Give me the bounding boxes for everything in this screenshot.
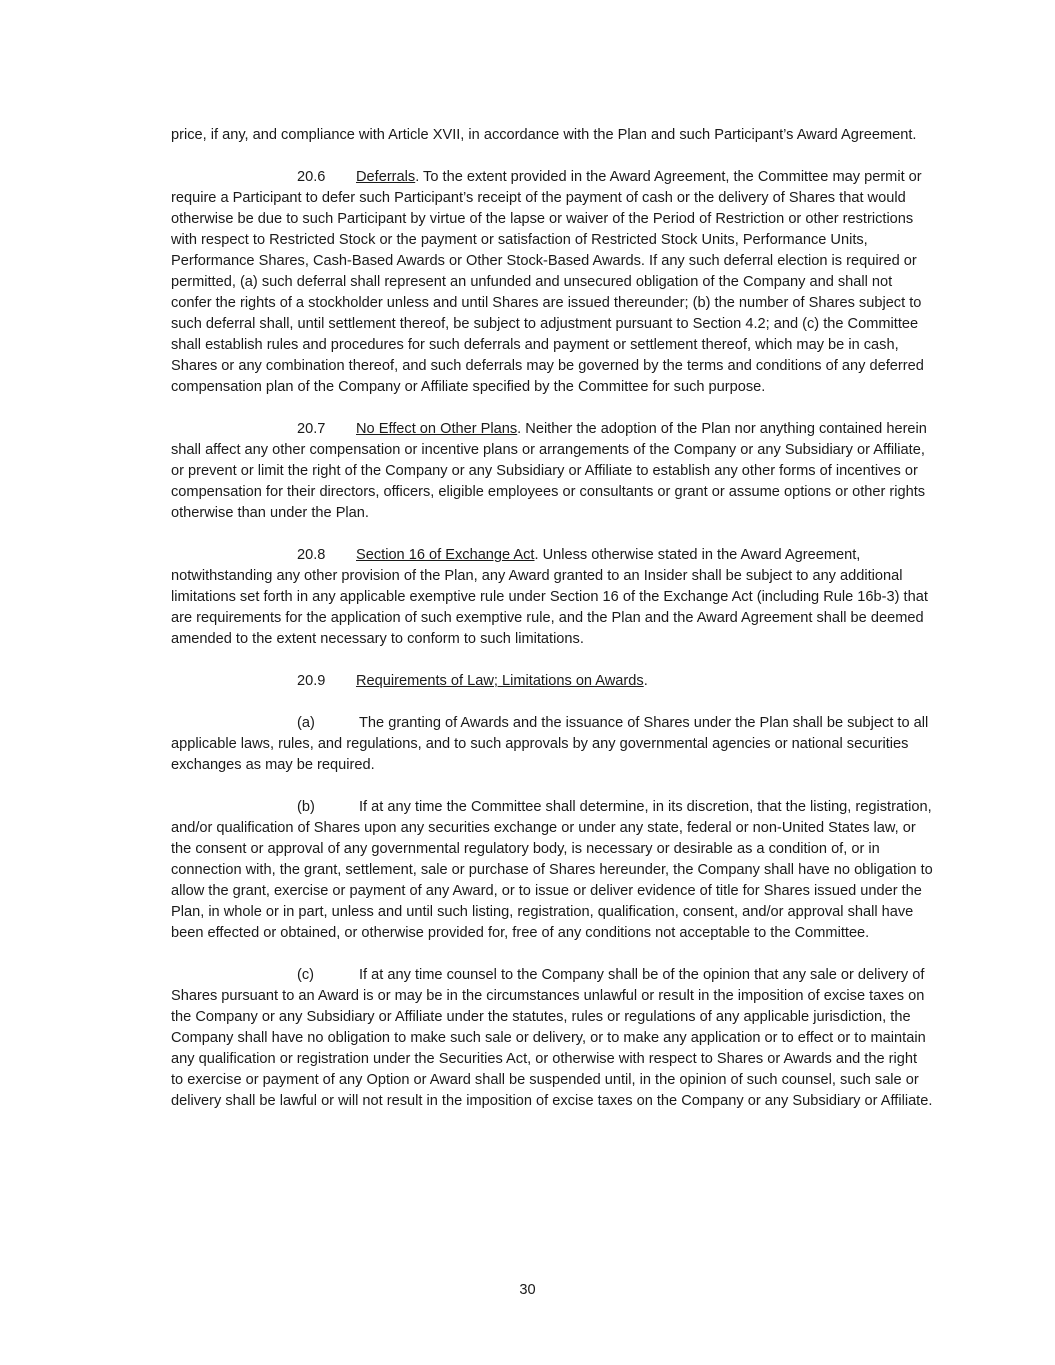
section-title: No Effect on Other Plans (356, 421, 518, 437)
subsection-label: (a) (297, 715, 315, 731)
subsection-b (171, 797, 933, 944)
section-title-period: . (415, 169, 420, 185)
section-title: Requirements of Law; Limitations on Awards (356, 673, 644, 689)
section-number: 20.8 (297, 547, 326, 563)
section-20-9 (171, 671, 933, 692)
section-title-period: . (643, 673, 648, 689)
section-number: 20.9 (297, 673, 326, 689)
page-number: 30 (519, 1282, 536, 1298)
section-20-6 (171, 167, 933, 398)
intro-paragraph: price, if any, and compliance with Article XVII, in accordance with the Plan and such Participant’s Award Agreement. (171, 127, 917, 143)
section-body: To the extent provided in the Award Agreement, the Committee may permit or require a Participant to defer such Participant’s receipt of the payment of cash or the delivery of Shares that would otherwise be due to such Participant by virtue of the lapse or waiver of the Period of Restriction or other restrictions with respect to Restricted Stock or the payment or satisfaction of Restricted Stock Units, Performance Units, Performance Shares, Cash-Based Awards or Other Stock-Based Awards. If any such deferral election is required or permitted, (a) such deferral shall represent an unfunded and unsecured obligation of the Company and shall not confer the rights of a stockholder unless and until Shares are issued thereunder; (b) the number of Shares subject to such deferral shall, until settlement thereof, be subject to adjustment pursuant to Section 4.2; and (c) the Committee shall establish rules and procedures for such deferrals and payment or settlement thereof, which may be in cash, Shares or any combination thereof, and such deferrals may be governed by the terms and conditions of any deferred compensation plan of the Company or Affiliate specified by the Committee for such purpose. (171, 169, 924, 395)
subsection-c (171, 965, 933, 1112)
subsection-body: If at any time the Committee shall determine, in its discretion, that the listing, registration, and/or qualification of Shares upon any securities exchange or under any state, federal or non-United States law, or the consent or approval of any governmental regulatory body, is necessary or desirable as a condition of, or in connection with, the grant, settlement, sale or purchase of Shares hereunder, the Company shall have no obligation to allow the grant, exercise or payment of any Award, or to issue or deliver evidence of title for Shares issued under the Plan, in whole or in part, unless and until such listing, registration, qualification, consent, and/or approval shall have been effected or obtained, or otherwise provided for, free of any conditions not acceptable to the Committee. (171, 799, 933, 941)
document-page (171, 125, 933, 1133)
section-title-period: . (517, 421, 522, 437)
subsection-label: (c) (297, 967, 315, 983)
section-number: 20.7 (297, 421, 326, 437)
section-title: Section 16 of Exchange Act (356, 547, 535, 563)
subsection-body: If at any time counsel to the Company shall be of the opinion that any sale or delivery of Shares pursuant to an Award is or may be in the circumstances unlawful or result in the imposition of excise taxes on the Company or any Subsidiary or Affiliate under the statutes, rules or regulations of any applicable jurisdiction, the Company shall have no obligation to make such sale or delivery, or to make any application or to effect or to maintain any qualification or registration under the Securities Act, or otherwise with respect to Shares or Awards and the right to exercise or payment of any Option or Award shall be suspended until, in the opinion of such counsel, such sale or delivery shall be lawful or will not result in the imposition of excise taxes on the Company or any Subsidiary or Affiliate. (171, 967, 933, 1109)
section-20-8 (171, 545, 933, 650)
section-body: Neither the adoption of the Plan nor anything contained herein shall affect any other compensation or incentive plans or arrangements of the Company or any Subsidiary or Affiliate, or prevent or limit the right of the Company or any Subsidiary or Affiliate to establish any other forms of incentives or compensation for their directors, officers, eligible employees or consultants or grant or assume options or other rights otherwise than under the Plan. (171, 421, 927, 521)
subsection-label: (b) (297, 799, 315, 815)
section-number: 20.6 (297, 169, 326, 185)
section-body: Unless otherwise stated in the Award Agreement, notwithstanding any other provision of the Plan, any Award granted to an Insider shall be subject to any additional limitations set forth in any applicable exemptive rule under Section 16 of the Exchange Act (including Rule 16b-3) that are requirements for the application of such exemptive rule, and the Plan and the Award Agreement shall be deemed amended to the extent necessary to conform to such limitations. (171, 547, 928, 647)
section-title: Deferrals (356, 169, 416, 185)
section-20-7 (171, 419, 933, 524)
section-title-period: . (534, 547, 539, 563)
subsection-body: The granting of Awards and the issuance of Shares under the Plan shall be subject to all applicable laws, rules, and regulations, and to such approvals by any governmental agencies or national securities exchanges as may be required. (171, 715, 929, 773)
subsection-a (171, 713, 933, 776)
